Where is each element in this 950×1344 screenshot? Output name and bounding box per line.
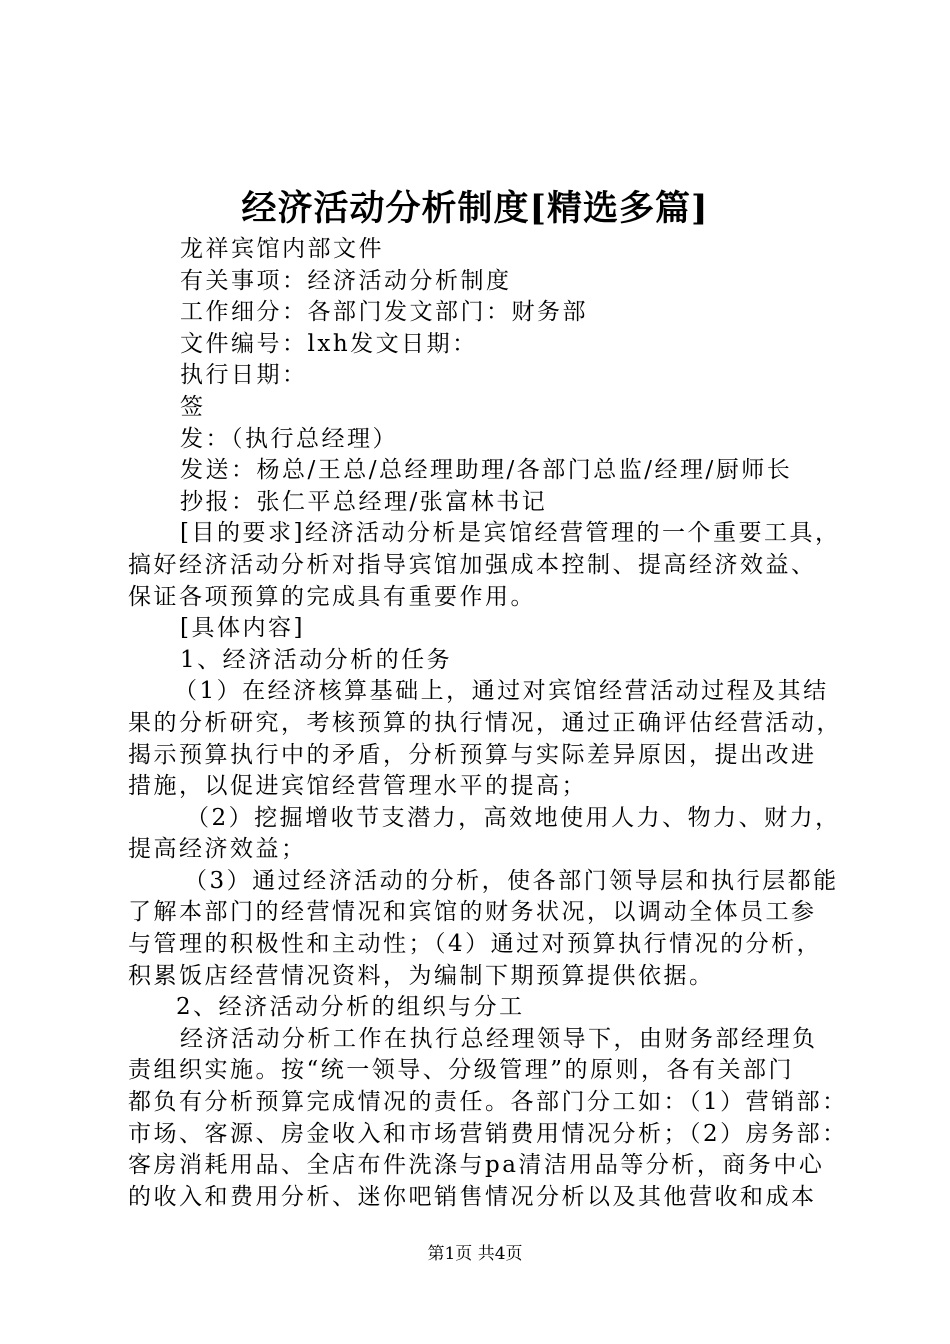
paragraph-line: 都负有分析预算完成情况的责任。各部门分工如：（1）营销部： xyxy=(128,1089,848,1116)
section-label: [具体内容] xyxy=(180,615,305,642)
paragraph-line: 与管理的积极性和主动性；（4）通过对预算执行情况的分析， xyxy=(128,931,823,958)
header-line-issued: 发：（执行总经理） xyxy=(180,425,398,452)
header-line-number: 文件编号：lxh发文日期： xyxy=(180,330,478,357)
paragraph-line: 措施，以促进宾馆经营管理水平的提高； xyxy=(128,773,587,800)
page-number-footer: 第1页 共4页 xyxy=(427,1244,523,1264)
header-line-sign: 签 xyxy=(180,393,206,420)
header-line-issuer: 龙祥宾馆内部文件 xyxy=(180,236,384,262)
paragraph-line: 提高经济效益； xyxy=(128,836,307,863)
paragraph-line: 经济活动分析工作在执行总经理领导下，由财务部经理负 xyxy=(180,1025,818,1052)
paragraph-line: [目的要求]经济活动分析是宾馆经营管理的一个重要工具， xyxy=(180,520,841,547)
paragraph-line: 责组织实施。按“统一领导、分级管理”的原则，各有关部门 xyxy=(128,1057,795,1084)
document-title: 经济活动分析制度[精选多篇] xyxy=(241,188,709,229)
paragraph-line: 果的分析研究，考核预算的执行情况，通过正确评估经营活动， xyxy=(128,709,842,736)
header-line-category: 工作细分：各部门发文部门：财务部 xyxy=(180,299,588,326)
section-heading-1: 1、经济活动分析的任务 xyxy=(180,646,453,673)
paragraph-line: 客房消耗用品、全店布件洗涤与pa清洁用品等分析，商务中心 xyxy=(128,1152,825,1179)
paragraph-line: （2）挖掘增收节支潜力，高效地使用人力、物力、财力， xyxy=(186,804,841,831)
header-line-exec-date: 执行日期： xyxy=(180,362,308,389)
header-line-subject: 有关事项：经济活动分析制度 xyxy=(180,267,512,294)
header-line-cc: 抄报：张仁平总经理/张富林书记 xyxy=(180,488,548,515)
paragraph-line: 搞好经济活动分析对指导宾馆加强成本控制、提高经济效益、 xyxy=(128,551,817,578)
paragraph-line: 揭示预算执行中的矛盾，分析预算与实际差异原因，提出改进 xyxy=(128,741,817,768)
document-body xyxy=(128,234,848,1213)
header-line-send-to: 发送：杨总/王总/总经理助理/各部门总监/经理/厨师长 xyxy=(180,457,793,484)
paragraph-line: 了解本部门的经营情况和宾馆的财务状况，以调动全体员工参 xyxy=(128,899,817,926)
paragraph-line: 保证各项预算的完成具有重要作用。 xyxy=(128,583,536,610)
paragraph-line: 市场、客源、房金收入和市场营销费用情况分析；（2）房务部： xyxy=(128,1120,848,1147)
paragraph-line: 的收入和费用分析、迷你吧销售情况分析以及其他营收和成本 xyxy=(128,1183,817,1210)
paragraph-line: （1）在经济核算基础上，通过对宾馆经营活动过程及其结 xyxy=(174,678,829,705)
section-heading-2: 2、经济活动分析的组织与分工 xyxy=(176,994,525,1021)
paragraph-line: 积累饭店经营情况资料，为编制下期预算提供依据。 xyxy=(128,962,715,989)
paragraph-line: （3）通过经济活动的分析，使各部门领导层和执行层都能 xyxy=(184,867,839,894)
